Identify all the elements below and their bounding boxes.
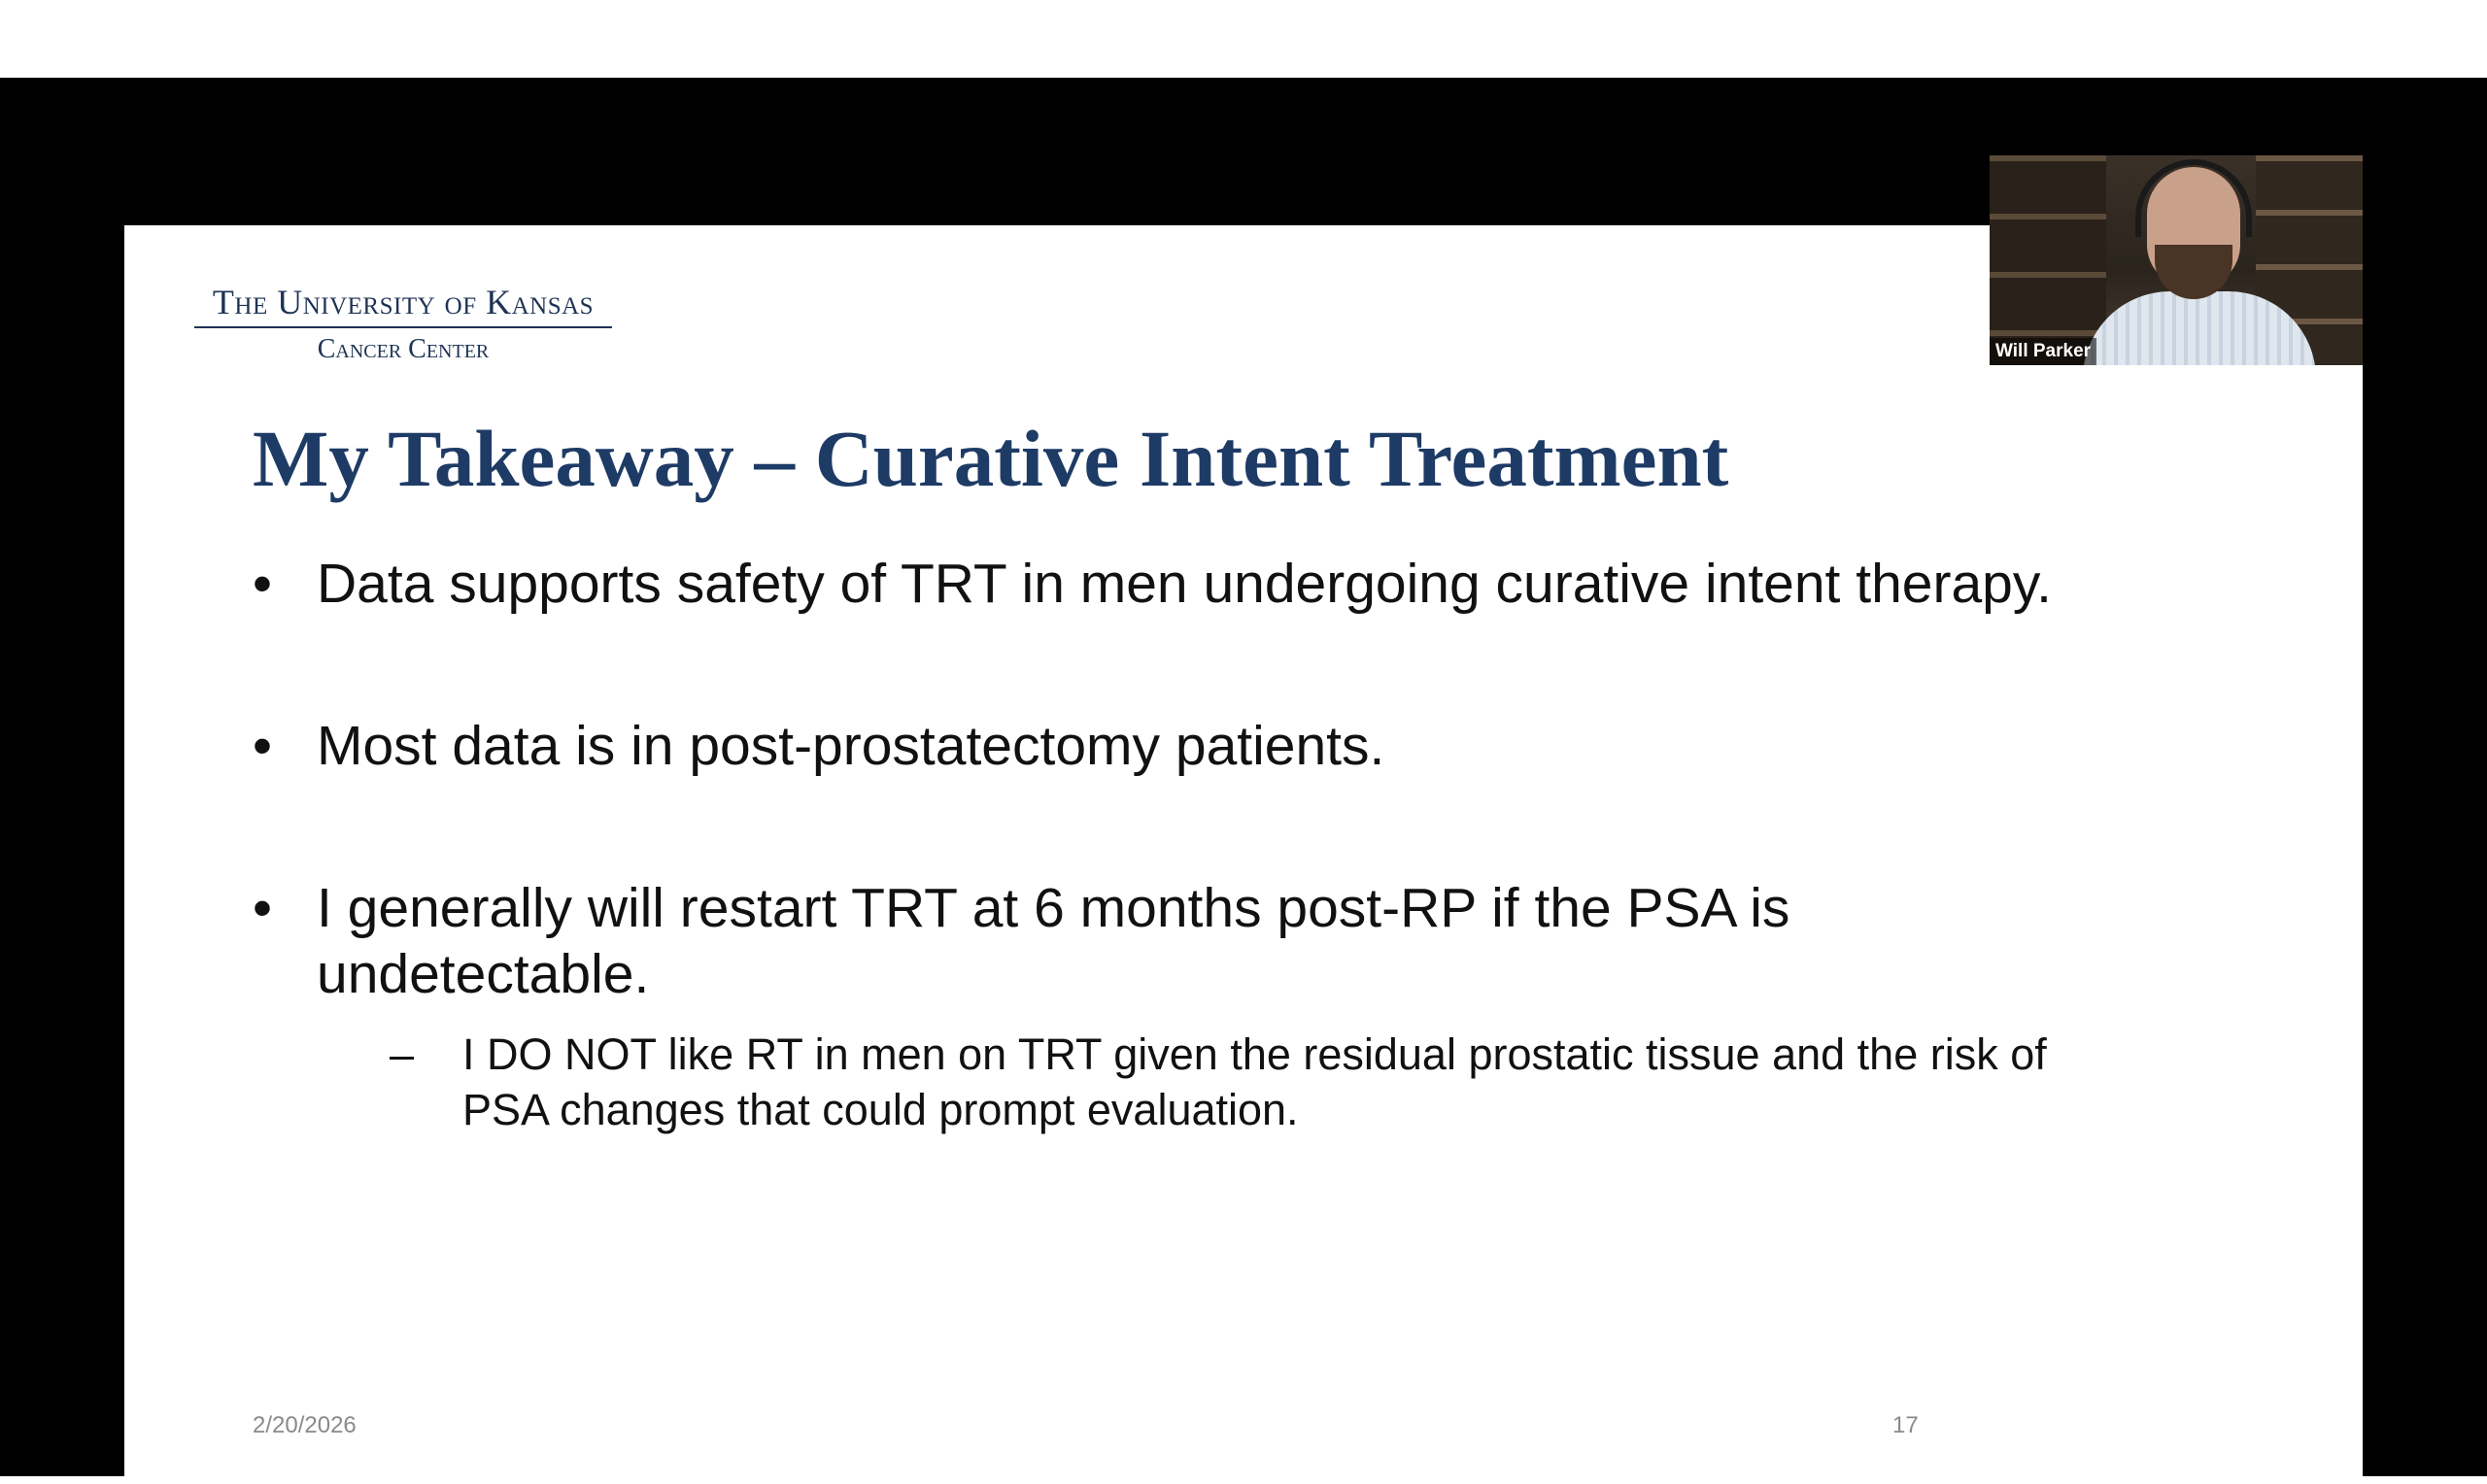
sub-bullet-item [390, 1027, 2098, 1137]
bullet-text: Most data is in post-prostatectomy patients. [317, 715, 1385, 777]
presentation-viewer [0, 78, 2487, 1476]
bullet-text: Data supports safety of TRT in men undergoing curative intent therapy. [317, 553, 2052, 615]
bullet-list [253, 551, 2098, 1137]
bullet-text: I generally will restart TRT at 6 months post-RP if the PSA is undetectable. [317, 877, 1790, 1005]
logo-line-2: Cancer Center [317, 334, 490, 364]
university-logo [194, 282, 612, 365]
bullet-glyph: • [253, 877, 272, 939]
bullet-glyph: • [253, 553, 272, 615]
page-number: 17 [1892, 1412, 1919, 1438]
webcam-thumbnail[interactable] [1990, 155, 2363, 365]
footer-date: 2/20/2026 [253, 1412, 357, 1438]
sub-bullet-text: I DO NOT like RT in men on TRT given the residual prostatic tissue and the risk of PSA changes that could prompt evaluation. [462, 1029, 2047, 1134]
headset-icon [2135, 159, 2252, 237]
participant-name-label: Will Parker [1990, 338, 2096, 365]
sub-bullet-glyph: – [390, 1029, 415, 1079]
slide-title: My Takeaway – Curative Intent Treatment [253, 414, 1729, 503]
bullet-item [253, 875, 2098, 1137]
bullet-item [253, 551, 2098, 617]
bullet-glyph: • [253, 715, 272, 777]
logo-line-1: The University of Kansas [194, 282, 612, 328]
slide [124, 225, 2363, 1484]
bullet-item [253, 713, 2098, 779]
background-bookshelf [1990, 155, 2106, 365]
